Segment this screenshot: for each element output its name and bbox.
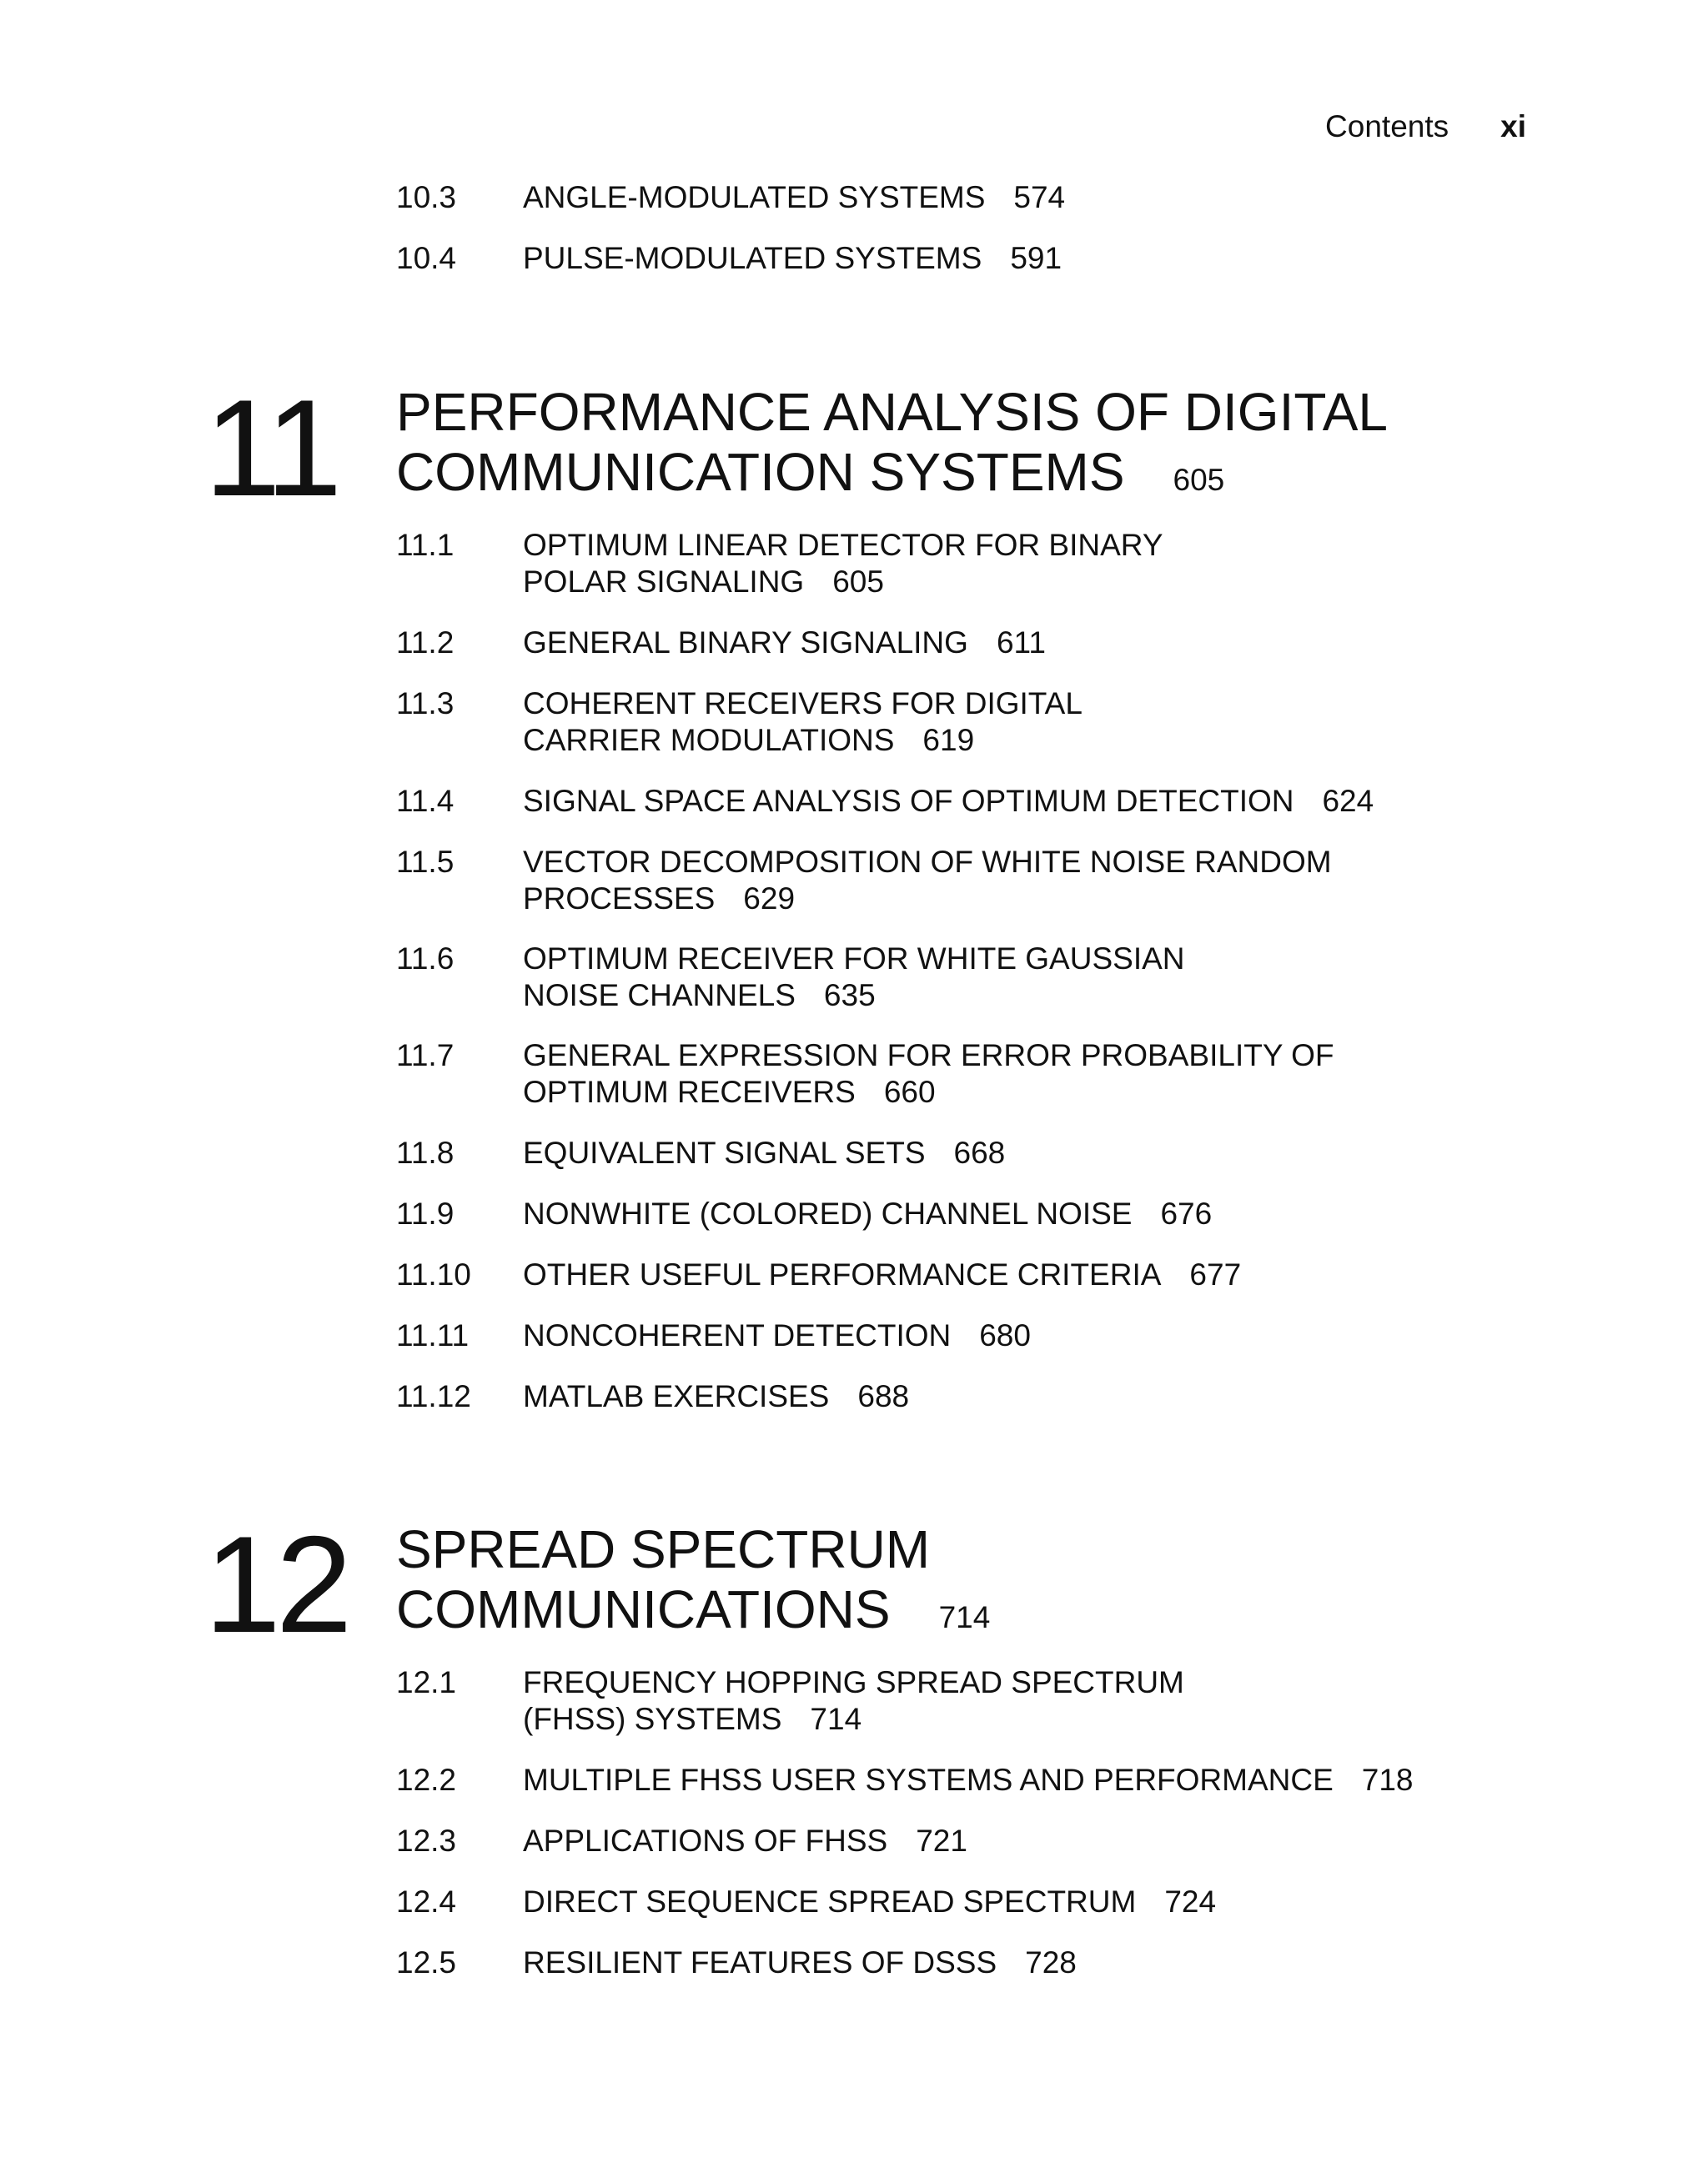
section-title: NONWHITE (COLORED) CHANNEL NOISE — [523, 1197, 1133, 1231]
section-number: 10.3 — [396, 180, 457, 214]
section-title: RESILIENT FEATURES OF DSSS — [523, 1945, 997, 1980]
chapter-title[interactable] — [396, 1519, 990, 1648]
running-head — [1325, 108, 1526, 145]
chapter-number: 12 — [204, 1508, 348, 1661]
chapter-title-line1: SPREAD SPECTRUM — [396, 1519, 931, 1579]
chapter-page: 714 — [938, 1600, 991, 1634]
section-page: 668 — [953, 1136, 1006, 1170]
section-number: 11.12 — [396, 1379, 471, 1413]
section-page: 605 — [832, 565, 884, 599]
section-number: 11.6 — [396, 941, 455, 976]
section-title: OTHER USEFUL PERFORMANCE CRITERIA — [523, 1257, 1162, 1292]
section-page: 688 — [857, 1379, 910, 1413]
section-title: FREQUENCY HOPPING SPREAD SPECTRUM (FHSS) SYSTEMS — [523, 1665, 1184, 1736]
section-page: 680 — [979, 1318, 1031, 1352]
section-number: 12.5 — [396, 1945, 457, 1980]
section-number: 11.10 — [396, 1257, 471, 1292]
section-page: 611 — [996, 625, 1046, 660]
section-page: 629 — [743, 881, 796, 916]
page-number: xi — [1500, 109, 1526, 143]
section-page: 676 — [1160, 1197, 1213, 1231]
section-number: 12.4 — [396, 1884, 457, 1919]
section-number: 11.9 — [396, 1197, 455, 1231]
chapter-title-line2: COMMUNICATIONS — [396, 1579, 891, 1639]
section-page: 660 — [883, 1075, 936, 1109]
section-page: 714 — [810, 1702, 862, 1736]
section-number: 11.11 — [396, 1318, 470, 1352]
chapter-title-line1: PERFORMANCE ANALYSIS OF DIGITAL — [396, 382, 1388, 442]
section-page: 721 — [916, 1824, 967, 1858]
section-number: 11.5 — [396, 845, 455, 879]
chapter-title-line2: COMMUNICATION SYSTEMS — [396, 442, 1125, 502]
section-title: SIGNAL SPACE ANALYSIS OF OPTIMUM DETECTION — [523, 784, 1294, 818]
section-title: PULSE-MODULATED SYSTEMS — [523, 241, 982, 275]
section-title: DIRECT SEQUENCE SPREAD SPECTRUM — [523, 1884, 1137, 1919]
section-title: VECTOR DECOMPOSITION OF WHITE NOISE RANDOM PROCESSES — [523, 845, 1332, 916]
section-page: 624 — [1322, 784, 1374, 818]
chapter-page: 605 — [1173, 463, 1225, 497]
section-title: NONCOHERENT DETECTION — [523, 1318, 952, 1352]
section-page: 718 — [1361, 1763, 1414, 1797]
section-number: 11.8 — [396, 1136, 455, 1170]
section-number: 10.4 — [396, 241, 457, 275]
section-title: GENERAL BINARY SIGNALING — [523, 625, 968, 660]
section-page: 619 — [922, 723, 975, 757]
section-number: 11.4 — [396, 784, 455, 818]
section-page: 677 — [1189, 1257, 1242, 1292]
running-head-label: Contents — [1325, 109, 1449, 143]
section-page: 591 — [1010, 241, 1062, 275]
chapter-number: 11 — [204, 371, 338, 524]
section-title: GENERAL EXPRESSION FOR ERROR PROBABILITY OF OPTIMUM RECEIVERS — [523, 1038, 1334, 1109]
section-number: 12.1 — [396, 1665, 457, 1699]
section-page: 724 — [1164, 1884, 1217, 1919]
section-number: 11.3 — [396, 686, 455, 720]
section-title: OPTIMUM LINEAR DETECTOR FOR BINARY POLAR SIGNALING — [523, 528, 1163, 599]
section-page: 728 — [1025, 1945, 1077, 1980]
section-title: OPTIMUM RECEIVER FOR WHITE GAUSSIAN NOISE CHANNELS — [523, 941, 1185, 1012]
section-title: COHERENT RECEIVERS FOR DIGITAL CARRIER MODULATIONS — [523, 686, 1082, 757]
section-title: APPLICATIONS OF FHSS — [523, 1824, 888, 1858]
section-number: 12.3 — [396, 1824, 457, 1858]
section-title: MATLAB EXERCISES — [523, 1379, 830, 1413]
section-title: EQUIVALENT SIGNAL SETS — [523, 1136, 926, 1170]
section-number: 12.2 — [396, 1763, 457, 1797]
section-page: 574 — [1013, 180, 1066, 214]
chapter-title[interactable] — [396, 382, 1388, 510]
section-title: MULTIPLE FHSS USER SYSTEMS AND PERFORMANCE — [523, 1763, 1334, 1797]
section-page: 635 — [823, 978, 876, 1012]
section-number: 11.7 — [396, 1038, 455, 1072]
section-number: 11.1 — [396, 528, 455, 562]
section-number: 11.2 — [396, 625, 455, 660]
section-title: ANGLE-MODULATED SYSTEMS — [523, 180, 986, 214]
